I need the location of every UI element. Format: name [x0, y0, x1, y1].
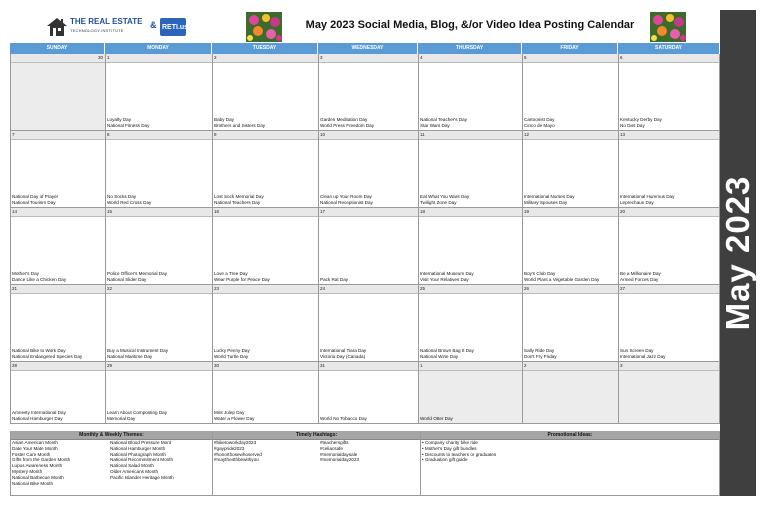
day-events [420, 416, 453, 422]
date-number: 12 [524, 132, 530, 137]
event-label: Wear Purple for Peace Day [214, 277, 270, 282]
date-number: 7 [12, 132, 15, 137]
footer-list-item: #gaypride2023 [214, 445, 245, 451]
event-label: Love a Tree Day [214, 271, 248, 276]
footer-list-item: #teachersgifts [320, 440, 349, 445]
day-events [107, 348, 168, 360]
day-cell[interactable] [522, 285, 618, 362]
day-events [320, 194, 373, 206]
footer-list-item: Pacific Islander Heritage Month [110, 474, 174, 480]
logo-badge [160, 18, 189, 36]
month-side-panel [720, 10, 756, 496]
event-label: Pack Rat Day [320, 277, 349, 282]
date-bar [619, 362, 719, 371]
date-number: 18 [420, 209, 426, 214]
date-number: 20 [620, 209, 626, 214]
footer-list-item: Asian American Month [12, 440, 58, 445]
date-bar [419, 131, 522, 140]
day-cell[interactable] [105, 54, 212, 131]
flowers-image-left [246, 12, 282, 42]
day-cell[interactable] [105, 362, 212, 424]
event-label: Don't Fry Friday [524, 354, 557, 359]
date-bar [106, 362, 212, 371]
date-bar [213, 208, 318, 217]
date-bar [106, 208, 212, 217]
day-cell[interactable] [212, 54, 318, 131]
date-number: 21 [12, 286, 18, 291]
event-label: Twilight Zone Day [420, 200, 457, 205]
date-number: 28 [12, 363, 18, 368]
event-label: World Otter Day [420, 416, 453, 421]
flowers-image-right [650, 12, 686, 42]
event-label: International Nurses Day [524, 194, 575, 199]
day-events [107, 194, 151, 206]
promo-list [422, 440, 496, 463]
event-label: National Wine Day [420, 354, 459, 359]
footer-list-item: National Blood Pressure Mont [110, 440, 172, 445]
day-events [620, 348, 665, 360]
footer-list-item: #honorthosewhoserved [214, 451, 262, 457]
event-label: National Fitness Day [107, 123, 150, 128]
day-cell[interactable] [212, 362, 318, 424]
day-header-sunday: SUNDAY [10, 43, 105, 54]
day-events [524, 348, 557, 360]
date-number: 2 [524, 363, 527, 368]
date-number: 30 [214, 363, 220, 368]
page-title: May 2023 Social Media, Blog, &/or Video Idea Posting Calendar [305, 19, 635, 31]
footer-list-item: #maythe4thbewithyou [214, 457, 259, 463]
calendar-footer [10, 431, 720, 496]
event-label: World Plant a Vegetable Garden Day [524, 277, 600, 282]
footer-list-item: Date Your Mate Month [12, 445, 58, 451]
day-events [320, 117, 374, 129]
house-logo-icon [46, 16, 68, 38]
date-bar [619, 285, 719, 294]
day-cell[interactable] [418, 131, 522, 208]
event-label: Lost Sock Memorial Day [214, 194, 264, 199]
day-header-monday: MONDAY [105, 43, 212, 54]
event-label: Buy a Musical Instrument Day [107, 348, 169, 353]
day-cell[interactable] [212, 131, 318, 208]
weekday-header-row [10, 43, 720, 54]
hashtags-heading: Timely Hashtags: [213, 431, 420, 440]
event-label: National Maritime Day [107, 354, 153, 359]
date-number: 11 [420, 132, 425, 137]
event-label: National Teachers Day [214, 200, 261, 205]
event-label: Dance Like a Chicken Day [12, 277, 67, 282]
day-events [320, 348, 366, 360]
day-cell[interactable] [318, 131, 418, 208]
day-cell[interactable] [105, 285, 212, 362]
month-side-label: May 2023 [719, 175, 756, 331]
day-events [107, 271, 167, 283]
date-bar [11, 131, 105, 140]
footer-list-item: National Barbecue Month [12, 474, 64, 480]
day-cell[interactable] [318, 208, 418, 285]
day-cell[interactable] [10, 285, 105, 362]
date-bar [11, 285, 105, 294]
day-events [214, 271, 270, 283]
themes-list-2 [110, 440, 174, 486]
day-events [12, 271, 66, 283]
date-bar [106, 285, 212, 294]
footer-list-item: Gifts from the Garden Month [12, 457, 71, 463]
date-number: 6 [620, 55, 623, 60]
day-cell[interactable] [105, 131, 212, 208]
date-bar [419, 54, 522, 63]
date-number: 2 [214, 55, 217, 60]
footer-list-item: National Recommitment Month [110, 457, 174, 463]
day-events [214, 410, 254, 422]
event-label: Lucky Penny Day [214, 348, 250, 353]
event-label: International Tiara Day [320, 348, 367, 353]
day-events [420, 271, 474, 283]
date-number: 3 [620, 363, 623, 368]
event-label: World Press Freedom Day [320, 123, 375, 128]
date-number: 26 [524, 286, 530, 291]
event-label: Baby Day [214, 117, 234, 122]
date-bar [319, 208, 418, 217]
date-bar [11, 54, 105, 63]
date-bar [523, 208, 618, 217]
day-cell[interactable] [522, 208, 618, 285]
date-bar [213, 131, 318, 140]
hashtags-section [212, 431, 420, 496]
day-events [107, 410, 167, 422]
day-events [320, 277, 348, 283]
hashtags-list-1 [214, 440, 314, 463]
event-label: Armed Forces Day [620, 277, 659, 282]
event-label: International Museum Day [420, 271, 474, 276]
date-bar [213, 285, 318, 294]
date-number: 14 [12, 209, 18, 214]
day-header-wednesday: WEDNESDAY [318, 43, 418, 54]
day-events [12, 348, 82, 360]
date-number: 29 [107, 363, 113, 368]
event-label: National Tourism Day [12, 200, 56, 205]
day-header-friday: FRIDAY [522, 43, 618, 54]
logo-subtitle: TECHNOLOGY INSTITUTE [70, 28, 124, 33]
logo-title: THE REAL ESTATE [70, 17, 143, 26]
week-row [10, 208, 720, 285]
day-events [214, 348, 250, 360]
day-events [620, 271, 661, 283]
date-bar [619, 54, 719, 63]
day-cell[interactable] [618, 54, 720, 131]
day-cell[interactable] [212, 285, 318, 362]
logo [46, 14, 189, 40]
day-cell[interactable] [418, 54, 522, 131]
day-events [320, 416, 367, 422]
event-label: Amnesty International Day [12, 410, 66, 415]
day-header-tuesday: TUESDAY [212, 43, 318, 54]
date-bar [11, 208, 105, 217]
date-bar [523, 285, 618, 294]
event-label: Sally Ride Day [524, 348, 555, 353]
event-label: Be a Millionaire Day [620, 271, 661, 276]
date-bar [213, 54, 318, 63]
day-cell[interactable] [618, 208, 720, 285]
date-bar [213, 362, 318, 371]
event-label: Military Spouses Day [524, 200, 568, 205]
footer-list-item: • Discounts to teachers or graduates [422, 451, 497, 457]
calendar-header [10, 10, 720, 43]
day-events [214, 194, 264, 206]
date-number: 5 [524, 55, 527, 60]
themes-heading: Monthly & Weekly Themes: [11, 431, 212, 440]
day-events [12, 194, 58, 206]
day-events [12, 410, 66, 422]
event-label: International Hummus Day [620, 194, 675, 199]
footer-list-item: Foster Care Month [12, 451, 51, 457]
day-cell[interactable] [418, 362, 522, 424]
day-cell[interactable] [522, 54, 618, 131]
day-events [420, 117, 467, 129]
date-number: 23 [214, 286, 220, 291]
event-label: Water a Flower Day [214, 416, 255, 421]
event-label: Cartoonist Day [524, 117, 555, 122]
event-label: National Bike to Work Day [12, 348, 66, 353]
event-label: Visit Your Relatives Day [420, 277, 469, 282]
footer-list-item: #celiacsafe [320, 445, 343, 451]
event-label: Leprechaun Day [620, 200, 654, 205]
day-cell[interactable] [522, 131, 618, 208]
day-header-saturday: SATURDAY [618, 43, 720, 54]
date-number: 1 [107, 55, 110, 60]
footer-list-item: National Salad Month [110, 463, 154, 469]
day-events [420, 194, 469, 206]
footer-list-item: #biketoworkday2023 [214, 440, 257, 445]
event-label: Learn About Composting Day [107, 410, 168, 415]
date-number: 30 [97, 55, 103, 60]
event-label: Garden Meditation Day [320, 117, 368, 122]
week-row [10, 362, 720, 424]
event-label: Eat What You Want Day [420, 194, 470, 199]
day-cell[interactable] [10, 54, 105, 131]
footer-list-item: #memorialdaysale [320, 451, 358, 457]
event-label: Sun Screen Day [620, 348, 654, 353]
date-bar [319, 54, 418, 63]
day-cell[interactable] [318, 54, 418, 131]
day-cell[interactable] [318, 362, 418, 424]
event-label: Star Wars Day [420, 123, 450, 128]
event-label: Police Officer's Memorial Day [107, 271, 168, 276]
logo-ampersand: & [150, 20, 157, 30]
event-label: National Hamburger Day [12, 416, 63, 421]
event-label: Mint Julep Day [214, 410, 245, 415]
date-bar [106, 54, 212, 63]
day-events [620, 117, 662, 129]
date-bar [419, 362, 522, 371]
date-bar [523, 131, 618, 140]
event-label: No Socks Day [107, 194, 137, 199]
event-label: National Day of Prayer [12, 194, 59, 199]
date-number: 9 [214, 132, 217, 137]
event-label: Boy's Club Day [524, 271, 556, 276]
event-label: Brothers and Sisters Day [214, 123, 266, 128]
day-cell[interactable] [618, 362, 720, 424]
day-cell[interactable] [618, 285, 720, 362]
event-label: World Turtle Day [214, 354, 249, 359]
date-bar [106, 131, 212, 140]
event-label: Cinco de Mayo [524, 123, 555, 128]
calendar-grid [10, 54, 720, 431]
week-row [10, 285, 720, 362]
date-number: 8 [107, 132, 110, 137]
day-events [620, 194, 674, 206]
date-bar [619, 131, 719, 140]
date-number: 31 [320, 363, 326, 368]
week-row [10, 54, 720, 131]
event-label: National Teacher's Day [420, 117, 468, 122]
date-number: 3 [320, 55, 323, 60]
day-events [107, 117, 149, 129]
event-label: Clean up Your Room Day [320, 194, 372, 199]
day-cell[interactable] [418, 285, 522, 362]
event-label: National Receptionist Day [320, 200, 373, 205]
date-number: 25 [420, 286, 426, 291]
footer-list-item: National Photograph Month [110, 451, 166, 457]
date-number: 15 [107, 209, 113, 214]
footer-list-item: Lupus Awareness Month [12, 463, 63, 469]
day-events [524, 194, 575, 206]
date-number: 10 [320, 132, 326, 137]
date-bar [523, 362, 618, 371]
date-number: 19 [524, 209, 530, 214]
date-bar [523, 54, 618, 63]
day-cell[interactable] [618, 131, 720, 208]
promo-heading: Promotional Ideas: [421, 431, 719, 440]
themes-list-1 [12, 440, 104, 486]
calendar-sheet [10, 10, 756, 496]
footer-list-item: Mystery Month [12, 468, 43, 474]
event-label: World No Tobacco Day [320, 416, 367, 421]
day-cell[interactable] [10, 131, 105, 208]
date-number: 1 [420, 363, 423, 368]
date-number: 4 [420, 55, 423, 60]
date-number: 22 [107, 286, 113, 291]
date-number: 24 [320, 286, 326, 291]
date-number: 17 [320, 209, 326, 214]
event-label: Loyalty Day [107, 117, 132, 122]
day-cell[interactable] [212, 208, 318, 285]
date-number: 16 [214, 209, 220, 214]
date-number: 13 [620, 132, 626, 137]
footer-list-item: • Mother's Day gift bundles [422, 445, 477, 451]
footer-list-item: • Company charity bike ride [422, 440, 478, 445]
event-label: National Brown Bag It Day [420, 348, 474, 353]
day-cell[interactable] [105, 208, 212, 285]
day-events [524, 271, 599, 283]
event-label: Mother's Day [12, 271, 39, 276]
footer-list-item: • Graduation gift guide [422, 457, 468, 463]
day-header-thursday: THURSDAY [418, 43, 522, 54]
event-label: International Jazz Day [620, 354, 666, 359]
week-row [10, 131, 720, 208]
event-label: National Slider Day [107, 277, 147, 282]
event-label: Kentucky Derby Day [620, 117, 662, 122]
date-bar [419, 285, 522, 294]
footer-list-item: #memorialday2023 [320, 457, 360, 463]
date-bar [319, 285, 418, 294]
day-cell[interactable] [10, 208, 105, 285]
date-bar [319, 362, 418, 371]
date-bar [619, 208, 719, 217]
day-events [214, 117, 265, 129]
event-label: No Diet Day [620, 123, 645, 128]
promo-section [420, 431, 720, 496]
hashtags-list-2 [320, 440, 359, 463]
date-bar [319, 131, 418, 140]
themes-section [10, 431, 212, 496]
date-bar [419, 208, 522, 217]
day-events [524, 117, 555, 129]
logo-badge-text: RETI.us [162, 24, 189, 31]
date-bar [11, 362, 105, 371]
event-label: National Endangered Species Day [12, 354, 83, 359]
footer-list-item: National Hamburger Month [110, 445, 166, 451]
day-events [420, 348, 474, 360]
day-cell[interactable] [318, 285, 418, 362]
day-cell[interactable] [418, 208, 522, 285]
day-cell[interactable] [10, 362, 105, 424]
event-label: Memorial Day [107, 416, 136, 421]
event-label: Victoria Day (Canada) [320, 354, 366, 359]
footer-list-item: Older Americans Month [110, 468, 158, 474]
footer-list-item: National Bike Month [12, 480, 54, 486]
event-label: World Red Cross Day [107, 200, 152, 205]
date-number: 27 [620, 286, 626, 291]
day-cell[interactable] [522, 362, 618, 424]
